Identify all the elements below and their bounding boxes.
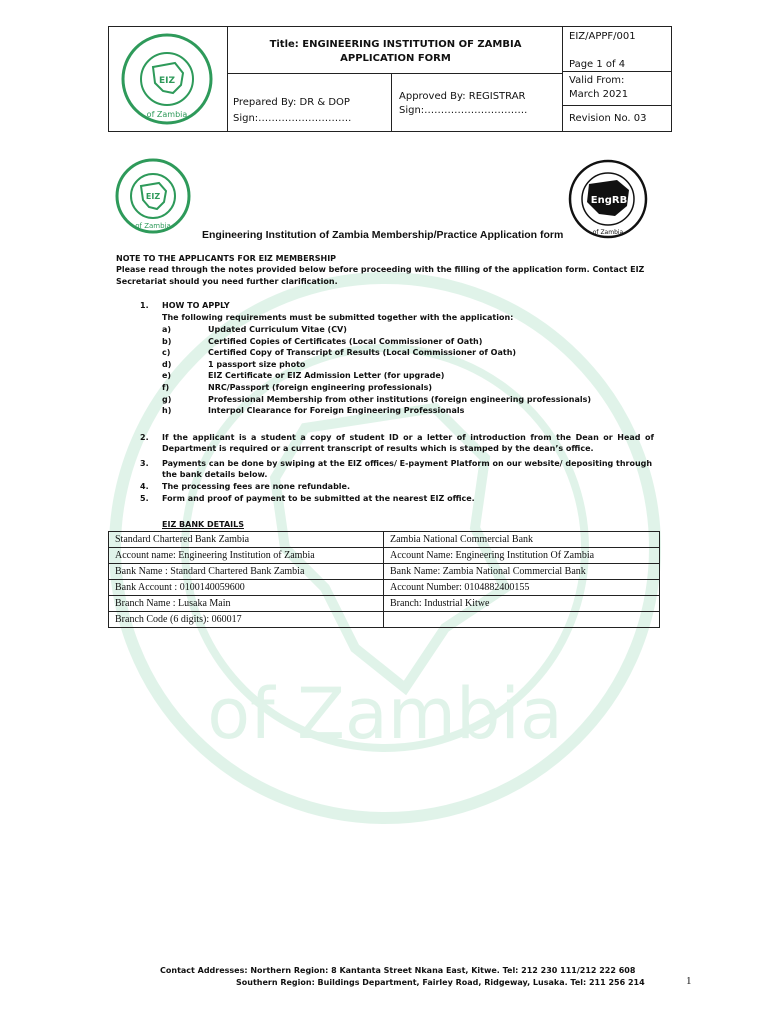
footer-address-line2: Southern Region: Buildings Department, Fairley Road, Ridgeway, Lusaka. Tel: 211 256 214: [236, 978, 645, 987]
table-cell: [384, 612, 660, 628]
note-line1: Please read through the notes provided below before proceeding with the filling of the application form. Contact EIZ: [116, 265, 645, 274]
prepared-by: Prepared By: DR & DOP: [233, 97, 350, 108]
page-indicator: Page 1 of 4: [569, 59, 626, 70]
point-4-line1: The processing fees are none refundable.: [162, 482, 351, 491]
table-cell: Account name: Engineering Institution of Zambia: [109, 548, 384, 564]
svg-text:EIZ: EIZ: [158, 76, 176, 86]
revision-number: Revision No. 03: [569, 113, 647, 124]
table-cell: Bank Name: Zambia National Commercial Bank: [384, 564, 660, 580]
table-cell: Account Number: 0104882400155: [384, 580, 660, 596]
point-5-line1: Form and proof of payment to be submitted at the nearest EIZ office.: [162, 494, 475, 503]
form-title: Engineering Institution of Zambia Membership/Practice Application form: [202, 229, 564, 241]
table-cell: Bank Account : 0100140059600: [109, 580, 384, 596]
table-row: [109, 612, 660, 628]
point-3-line2: the bank details below.: [162, 470, 268, 479]
eiz-logo-icon: [115, 156, 191, 236]
item-number: 2.: [140, 433, 149, 442]
item-number: 5.: [140, 494, 149, 503]
table-row: [109, 564, 660, 580]
point-3-line1: Payments can be done by swiping at the EIZ offices/ E-payment Platform on our website/ depositing through: [162, 459, 653, 468]
how-to-apply-heading: HOW TO APPLY: [162, 301, 230, 310]
page-number: 1: [686, 975, 692, 987]
item-number: 4.: [140, 482, 149, 491]
svg-text:EngRB: EngRB: [590, 195, 628, 206]
table-row: [109, 580, 660, 596]
table-cell: Branch Code (6 digits): 060017: [109, 612, 384, 628]
note-heading: NOTE TO THE APPLICANTS FOR EIZ MEMBERSHIP: [116, 254, 337, 263]
table-cell: Zambia National Commercial Bank: [384, 532, 660, 548]
point-2-line2: Department is required or a current transcript of results which is stamped by the dean’s office.: [162, 444, 594, 453]
bank-details-heading: EIZ BANK DETAILS: [162, 520, 244, 529]
table-cell: Branch Name : Lusaka Main: [109, 596, 384, 612]
svg-text:of Zambia: of Zambia: [135, 222, 171, 230]
document-header-box: [108, 26, 672, 132]
approved-by: Approved By: REGISTRAR: [399, 91, 526, 102]
how-to-apply-intro: The following requirements must be submitted together with the application:: [162, 313, 514, 322]
table-row: [109, 596, 660, 612]
approved-sign: Sign:………………………….: [399, 105, 528, 116]
footer-address-line1: Contact Addresses: Northern Region: 8 Kantanta Street Nkana East, Kitwe. Tel: 212 230 111/212 222 608: [160, 966, 636, 975]
eiz-logo-icon: [119, 33, 215, 125]
header-title-line2: APPLICATION FORM: [340, 53, 451, 64]
bank-details-table: [108, 531, 660, 628]
valid-from-label: Valid From:: [569, 75, 625, 86]
item-number: 1.: [140, 301, 149, 310]
engrb-logo-icon: [565, 158, 651, 240]
point-2-line1: If the applicant is a student a copy of student ID or a letter of introduction from the Dean or Head of: [162, 433, 654, 442]
table-row: [109, 532, 660, 548]
table-cell: Standard Chartered Bank Zambia: [109, 532, 384, 548]
table-row: [109, 548, 660, 564]
svg-text:EIZ: EIZ: [145, 192, 161, 201]
table-cell: Account Name: Engineering Institution Of Zambia: [384, 548, 660, 564]
svg-text:of Zambia: of Zambia: [146, 110, 188, 119]
prepared-sign: Sign:……………………….: [233, 113, 352, 124]
table-cell: Bank Name : Standard Chartered Bank Zambia: [109, 564, 384, 580]
note-line2: Secretariat should you need further clarification.: [116, 277, 338, 286]
table-cell: Branch: Industrial Kitwe: [384, 596, 660, 612]
watermark-text: of Zambia: [207, 673, 563, 755]
item-number: 3.: [140, 459, 149, 468]
valid-from-date: March 2021: [569, 89, 629, 100]
svg-text:of Zambia: of Zambia: [592, 229, 624, 236]
header-title-line1: Title: ENGINEERING INSTITUTION OF ZAMBIA: [269, 39, 522, 50]
doc-code: EIZ/APPF/001: [569, 31, 636, 42]
